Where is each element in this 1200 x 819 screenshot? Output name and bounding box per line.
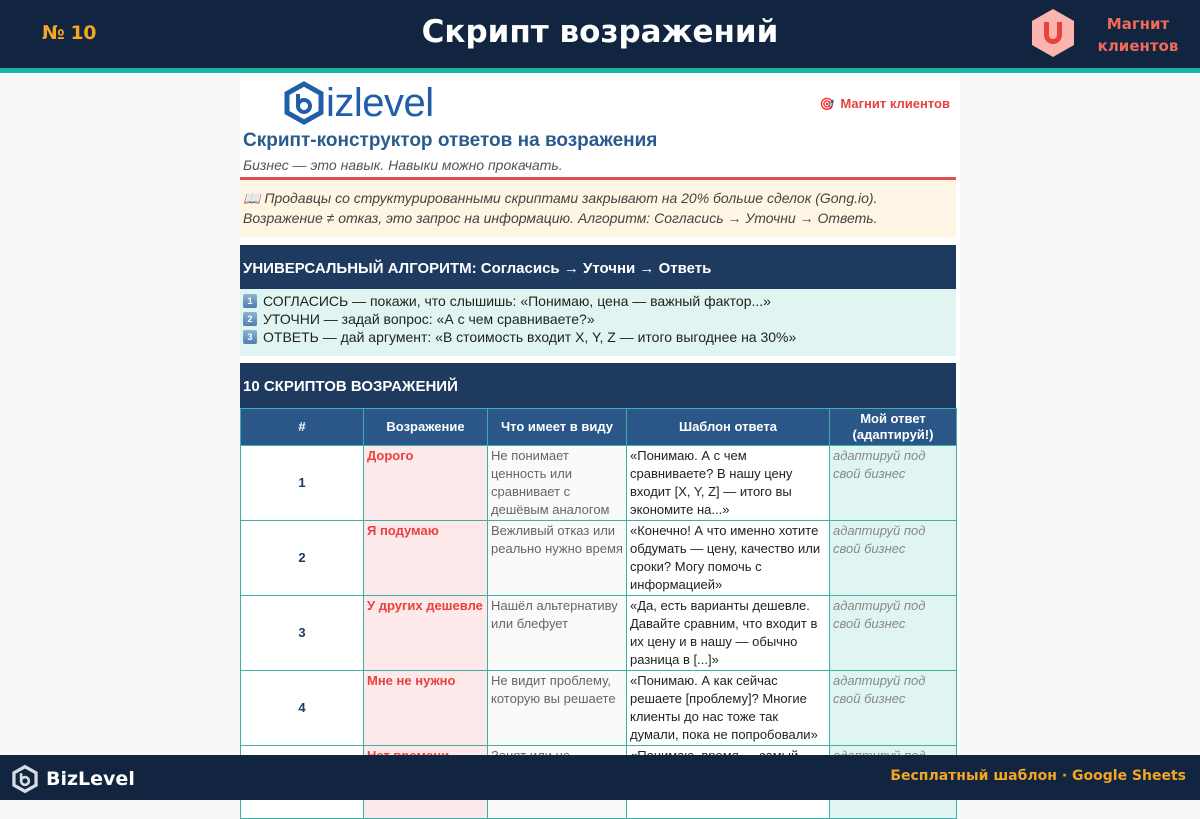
cell-template[interactable]: «Конечно! А что именно хотите обдумать — цену, качество или сроки? Могу помочь с информацией» bbox=[627, 521, 830, 596]
algorithm-header: УНИВЕРСАЛЬНЫЙ АЛГОРИТМ: Согласись → Уточни → Ответь bbox=[240, 245, 956, 290]
keycap-3-icon: 3 bbox=[243, 330, 257, 344]
cell-my-answer[interactable]: адаптируй под свой бизнес bbox=[830, 596, 957, 671]
bizlevel-hex-icon bbox=[284, 82, 324, 124]
col-header-my-answer: Мой ответ (адаптируй!) bbox=[830, 409, 957, 446]
footer-brand: BizLevel bbox=[46, 768, 135, 790]
cell-num[interactable]: 3 bbox=[241, 596, 364, 671]
footer-logo bbox=[12, 765, 135, 793]
cell-objection[interactable]: Мне не нужно bbox=[364, 671, 488, 746]
keycap-1-icon: 1 bbox=[243, 294, 257, 308]
algorithm-step bbox=[243, 310, 953, 328]
target-icon: 🎯 bbox=[819, 96, 835, 111]
step-text: УТОЧНИ — задай вопрос: «А с чем сравниваете?» bbox=[263, 311, 595, 327]
info-note bbox=[240, 180, 956, 237]
cell-meaning[interactable]: Не понимает ценность или сравнивает с дешёвым аналогом bbox=[488, 446, 627, 521]
scripts-header: 10 СКРИПТОВ ВОЗРАЖЕНИЙ bbox=[240, 363, 956, 408]
top-link-label: Магнит клиентов bbox=[840, 96, 950, 111]
cell-template[interactable]: «Да, есть варианты дешевле. Давайте сравним, что входит в их цену и в нашу — обычно разница в [...]» bbox=[627, 596, 830, 671]
table-header-row bbox=[241, 409, 957, 446]
issue-number: № 10 bbox=[42, 22, 96, 44]
page-title: Скрипт возражений bbox=[421, 14, 779, 50]
footer-caption: Бесплатный шаблон · Google Sheets bbox=[890, 768, 1186, 784]
cell-num[interactable]: 2 bbox=[241, 521, 364, 596]
sheet-subtitle: Бизнес — это навык. Навыки можно прокачать. bbox=[243, 157, 563, 173]
step-text: СОГЛАСИСЬ — покажи, что слышишь: «Понимаю, цена — важный фактор...» bbox=[263, 293, 771, 309]
note-line: Возражение ≠ отказ, это запрос на информацию. Алгоритм: Согласись → Уточни → Ответь. bbox=[243, 210, 878, 226]
spreadsheet-preview bbox=[240, 73, 960, 755]
cell-num[interactable]: 4 bbox=[241, 671, 364, 746]
sheet-header bbox=[240, 73, 960, 177]
cell-meaning[interactable]: Нашёл альтернативу или блефует bbox=[488, 596, 627, 671]
cell-objection[interactable]: Я подумаю bbox=[364, 521, 488, 596]
cell-objection[interactable]: Дорого bbox=[364, 446, 488, 521]
cell-num[interactable]: 1 bbox=[241, 446, 364, 521]
magnet-icon bbox=[1030, 8, 1076, 58]
table-row bbox=[241, 671, 957, 746]
table-row bbox=[241, 521, 957, 596]
cell-meaning[interactable]: Не видит проблему, которую вы решаете bbox=[488, 671, 627, 746]
algorithm-step bbox=[243, 292, 953, 310]
cell-my-answer[interactable]: адаптируй под свой бизнес bbox=[830, 521, 957, 596]
magnet-clients-link[interactable] bbox=[819, 96, 950, 111]
footer-bar bbox=[0, 755, 1200, 800]
sheet-title: Скрипт-конструктор ответов на возражения bbox=[243, 130, 658, 151]
algorithm-steps bbox=[240, 289, 956, 356]
brand-name bbox=[1088, 13, 1188, 57]
algorithm-step bbox=[243, 328, 953, 346]
table-row bbox=[241, 446, 957, 521]
cell-my-answer[interactable]: адаптируй под свой бизнес bbox=[830, 671, 957, 746]
logo-text: izlevel bbox=[326, 80, 434, 125]
bizlevel-logo bbox=[284, 81, 434, 125]
col-header-meaning: Что имеет в виду bbox=[488, 409, 627, 446]
cell-template[interactable]: «Понимаю. А как сейчас решаете [проблему]? Многие клиенты до нас тоже так думали, пока не попробовали» bbox=[627, 671, 830, 746]
brand-line-2: клиентов bbox=[1097, 37, 1179, 55]
col-header-num: # bbox=[241, 409, 364, 446]
cell-template[interactable]: «Понимаю. А с чем сравниваете? В нашу цену входит [X, Y, Z] — итого вы экономите на...» bbox=[627, 446, 830, 521]
keycap-2-icon: 2 bbox=[243, 312, 257, 326]
col-header-objection: Возражение bbox=[364, 409, 488, 446]
cell-objection[interactable]: У других дешевле bbox=[364, 596, 488, 671]
top-bar bbox=[0, 0, 1200, 68]
col-header-template: Шаблон ответа bbox=[627, 409, 830, 446]
brand-line-1: Магнит bbox=[1106, 15, 1170, 33]
bizlevel-hex-icon bbox=[12, 765, 38, 793]
cell-meaning[interactable]: Вежливый отказ или реально нужно время bbox=[488, 521, 627, 596]
note-line: 📖 Продавцы со структурированными скриптами закрывают на 20% больше сделок (Gong.io). bbox=[243, 190, 878, 206]
table-row bbox=[241, 596, 957, 671]
cell-my-answer[interactable]: адаптируй под свой бизнес bbox=[830, 446, 957, 521]
step-text: ОТВЕТЬ — дай аргумент: «В стоимость входит X, Y, Z — итого выгоднее на 30%» bbox=[263, 329, 797, 345]
